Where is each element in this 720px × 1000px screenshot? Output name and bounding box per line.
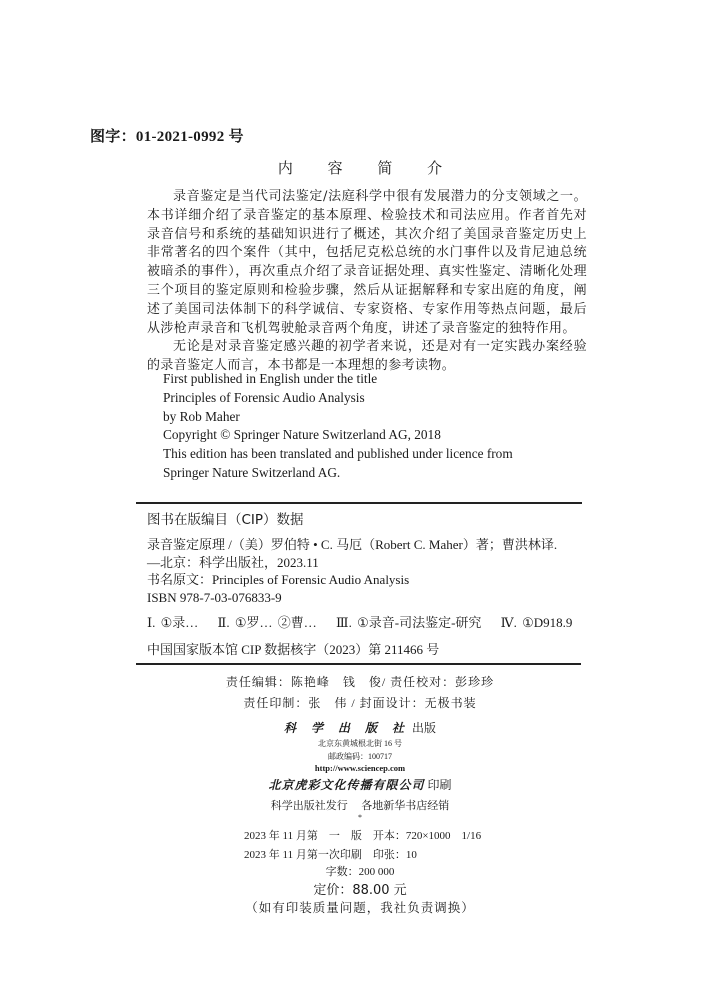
responsible-production: 责任印制：张 伟 / 封面设计：无极书装 [243,696,477,710]
word-count: 字数：200 000 [325,866,395,878]
responsible-editors: 责任编辑：陈艳峰 钱 俊/ 责任校对：彭珍珍 [225,675,495,689]
summary-title [0,157,720,178]
cip-check-number: 中国国家版本馆 CIP 数据核字（2023）第 211466 号 [147,642,440,657]
summary-paragraph-2: 无论是对录音鉴定感兴趣的初学者来说，还是对有一定实践办案经验的录音鉴定人而言，本书都是一本理想的参考读物。 [147,339,587,373]
publisher-name: 科 学 出 版 社 [283,721,410,735]
cip-line: ISBN 978-7-03-076833-9 [147,589,282,605]
cip-classification [147,612,586,631]
publisher-address: 北京东黄城根北街 16 号 [318,739,402,748]
cip-class-item: Ⅱ. ①罗… ②曹… [217,615,317,630]
printer-name: 北京虎彩文化传播有限公司 [268,778,425,792]
cip-title: 图书在版编目（CIP）数据 [147,512,304,528]
quality-note: （如有印装质量问题，我社负责调换） [245,901,475,915]
cip-line: 书名原文：Principles of Forensic Audio Analysis [147,572,410,587]
publisher-line [0,719,720,736]
printing-info: 2023 年 11 月第一次印刷 印张：10 [244,849,417,861]
star-divider: * [358,813,362,822]
publisher-url[interactable]: http://www.sciencep.com [314,763,406,773]
cip-line: —北京：科学出版社，2023.11 [147,554,319,570]
publisher-postcode: 邮政编码：100717 [328,752,392,761]
distribution-line: 科学出版社发行 各地新华书店经销 [270,799,450,812]
credit-line: First published in English under the title [163,371,378,386]
cip-class-item: Ⅳ. ①D918.9 [500,615,573,630]
cip-record [147,536,592,606]
cip-bottom-rule [136,663,581,665]
publisher-suffix: 出版 [412,721,437,735]
credit-line: by Rob Maher [163,408,240,424]
printer-suffix: 印刷 [427,778,452,792]
cip-top-rule [136,502,582,504]
cip-class-item: Ⅰ. ①录… [147,615,199,630]
summary-title-text: 内 容 简 介 [277,159,458,177]
edition-info: 2023 年 11 月第 一 版 开本：720×1000 1/16 [244,830,482,842]
credit-line: This edition has been translated and published under licence from [163,446,513,462]
price: 定价：88.00 元 [313,883,407,898]
printer-line [0,776,720,793]
cip-line: 录音鉴定原理 /（美）罗伯特 • C. 马厄（Robert C. Maher）著；曹洪林译. [147,537,558,552]
cip-class-item: Ⅲ. ①录音-司法鉴定-研究 [336,615,482,630]
summary-paragraph-1: 录音鉴定是当代司法鉴定/法庭科学中很有发展潜力的分支领域之一。本书详细介绍了录音鉴定的基本原理、检验技术和司法应用。作者首先对录音信号和系统的基础知识进行了概述，其次介绍了美国录音鉴定历史上非常著名的四个案件（其中，包括尼克松总统的水门事件以及肯尼迪总统被暗杀的事件），再次重点介绍了录音证据处理、真实性鉴定、清晰化处理三个项目的鉴定原则和检验步骤，然后从证据解释和专家出庭的角度，阐述了美国司法体制下的科学诚信、专家资格、专家作用等热点问题，最后从涉枪声录音和飞机驾驶舱录音两个角度，讲述了录音鉴定的独特作用。 [147,189,587,336]
credit-line: Springer Nature Switzerland AG. [163,464,341,480]
license-number: 图字：01-2021-0992 号 [90,129,244,145]
credit-line: Principles of Forensic Audio Analysis [163,389,365,405]
credit-line: Copyright © Springer Nature Switzerland AG, 2018 [163,427,441,443]
original-edition-credits [163,370,513,483]
